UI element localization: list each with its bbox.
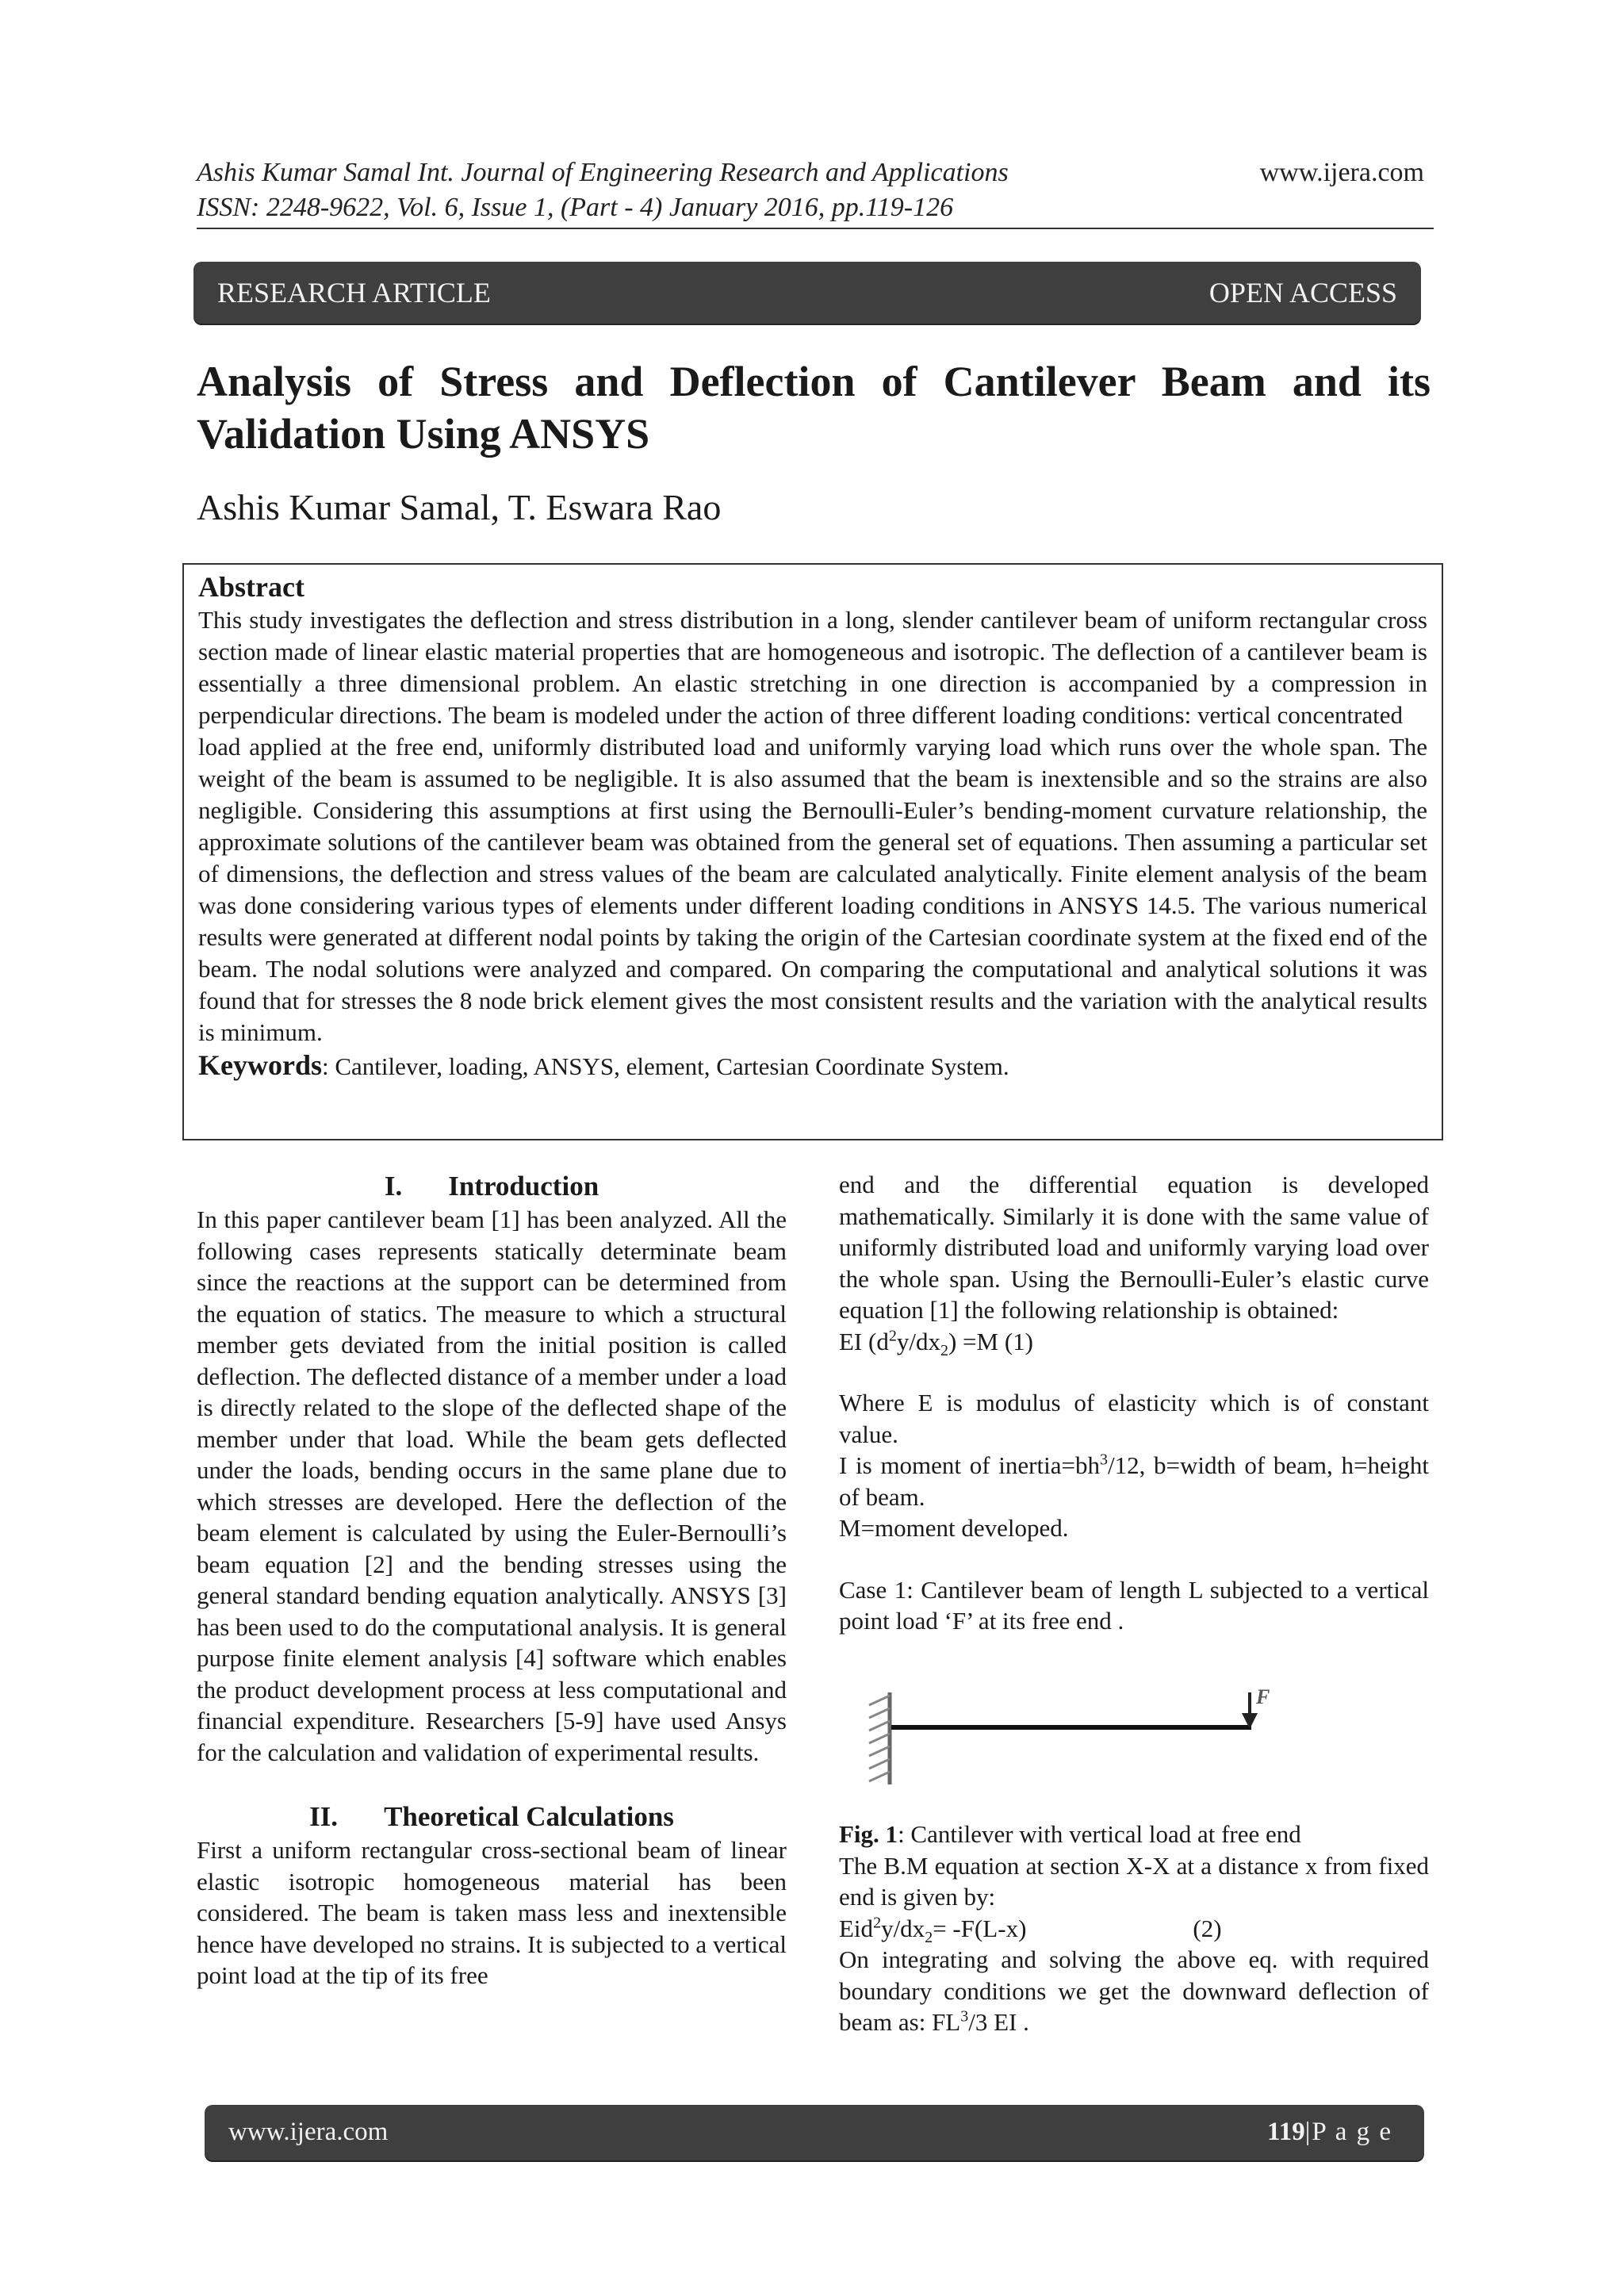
theory-paragraph: First a uniform rectangular cross-sectional beam of linear elastic isotropic homogeneous material has been considered. The beam is taken mass less and inextensible hence have developed no strains. It is subjected to a vertical point load at the tip of its free (197, 1836, 787, 1989)
load-arrow-icon (1242, 1692, 1258, 1729)
page-number: 119|P a g e (1267, 2118, 1392, 2146)
equation-1: EI $(d^2y/dx_2) =M$ (1) (839, 1327, 1033, 1359)
inertia-definition: I is moment of $inertia=bh^3/12$, b=width of beam, h=height of beam. (839, 1451, 1429, 1511)
equation-2: $Eid^2y/dx_2= -F(L-x)$ (2) (839, 1914, 1222, 1946)
footer-website-link[interactable]: www.ijera.com (228, 2118, 389, 2146)
header-divider (197, 228, 1434, 229)
abstract-section (182, 563, 1443, 1140)
figure-caption-text: : Cantilever with vertical load at free end (898, 1820, 1301, 1848)
load-label: F (1256, 1685, 1270, 1708)
section-theory-heading (197, 1800, 787, 1834)
journal-website-link[interactable]: www.ijera.com (1259, 158, 1424, 187)
section-introduction-heading (197, 1169, 787, 1204)
cantilever-figure (839, 1669, 1429, 1802)
journal-header (197, 155, 1009, 225)
access-type-label: OPEN ACCESS (1208, 277, 1397, 309)
bending-moment-text: The B.M equation at section X-X at a distance x from fixed end is given by: (839, 1851, 1429, 1911)
journal-citation: Ashis Kumar Samal Int. Journal of Engineering Research and Applications (197, 158, 1009, 187)
keywords-label: Keywords (198, 1049, 322, 1081)
keywords (198, 1048, 1427, 1083)
journal-issn: ISSN: 2248-9622, Vol. 6, Issue 1, (Part - 4) January 2016, pp.119-126 (197, 193, 954, 222)
article-type-banner (193, 262, 1421, 324)
figure-label: Fig. 1 (839, 1820, 898, 1848)
case-1-description: Case 1: Cantilever beam of length L subjected to a vertical point load ‘F’ at its free end . (839, 1575, 1429, 1635)
abstract-heading: Abstract (198, 571, 304, 603)
spacer (839, 1357, 1429, 1387)
spacer (197, 1768, 787, 1800)
abstract-text-part-2: load applied at the free end, uniformly distributed load and uniformly varying load which runs over the whole span. The weight of the beam is assumed to be negligible. It is also assumed that the beam is inextensible and so the strains are also negligible. Considering this assumptions at first using the Bernoulli-Euler’s bending-moment curvature relationship, the approximate solutions of the cantilever beam was obtained from the general set of equations. Then assuming a particular set of dimensions, the deflection and stress values of the beam are calculated analytically. Finite element analysis of the beam was done considering various types of elements under different loading conditions in ANSYS 14.5. The various numerical results were generated at different nodal points by taking the origin of the Cartesian coordinate system at the fixed end of the beam. The nodal solutions were analyzed and compared. On comparing the computational and analytical solutions it was found that for stresses the 8 node brick element gives the most consistent results and the variation with the analytical results is minimum. (198, 733, 1427, 1046)
modulus-definition: Where E is modulus of elasticity which is of constant value. (839, 1389, 1429, 1448)
derivation-paragraph: end and the differential equation is developed mathematically. Similarly it is done with the same value of uniformly distributed load and uniformly varying load over the whole span. Using the Bernoulli-Euler’s elastic curve equation [1] the following relationship is obtained: (839, 1171, 1429, 1324)
paper-authors: Ashis Kumar Samal, T. Eswara Rao (197, 487, 722, 527)
fixed-support-hatching (869, 1692, 890, 1784)
figure-caption (839, 1819, 1429, 1850)
section-title: Theoretical Calculations (384, 1801, 674, 1832)
section-number: II. (309, 1801, 339, 1832)
deflection-result: On integrating and solving the above eq. with required boundary conditions we get the downward deflection of beam as: $FL^3/3$ EI . (839, 1945, 1429, 2036)
introduction-paragraph: In this paper cantilever beam [1] has been analyzed. All the following cases represents statically determinate beam since the reactions at the support can be determined from the equation of statics. The measure to which a structural member gets deviated from the initial position is called deflection. The deflected distance of a member under a load is directly related to the slope of the deflected shape of the member under that load. While the beam gets deflected under the loads, bending occurs in the same plane due to which stresses are developed. Here the deflection of the beam element is calculated by using the Euler-Bernoulli’s beam equation [2] and the bending stresses using the general standard bending equation analytically. ANSYS [3] has been used to do the computational analysis. It is general purpose finite element analysis [4] software which enables the product development process at less computational and financial expenditure. Researchers [5-9] have used Ansys for the calculation and validation of experimental results. (197, 1205, 787, 1766)
left-column (197, 1169, 787, 1991)
moment-definition: M=moment developed. (839, 1514, 1069, 1542)
section-number: I. (384, 1171, 403, 1202)
page-footer (205, 2105, 1424, 2160)
keywords-list: : Cantilever, loading, ANSYS, element, Cartesian Coordinate System. (322, 1052, 1009, 1080)
abstract-text-part-1: This study investigates the deflection and stress distribution in a long, slender cantilever beam of uniform rectangular cross section made of linear elastic material properties that are homogeneous and isotropic. The deflection of a cantilever beam is essentially a three dimensional problem. An elastic stretching in one direction is accompanied by a compression in perpendicular directions. The beam is modeled under the action of three different loading conditions: vertical concentrated (198, 606, 1427, 729)
section-title: Introduction (448, 1171, 599, 1202)
spacer (839, 1544, 1429, 1574)
right-column (839, 1169, 1429, 2038)
article-type-label: RESEARCH ARTICLE (217, 277, 491, 309)
paper-title: Analysis of Stress and Deflection of Cantilever Beam and its Validation Using ANSYS (197, 358, 1431, 458)
